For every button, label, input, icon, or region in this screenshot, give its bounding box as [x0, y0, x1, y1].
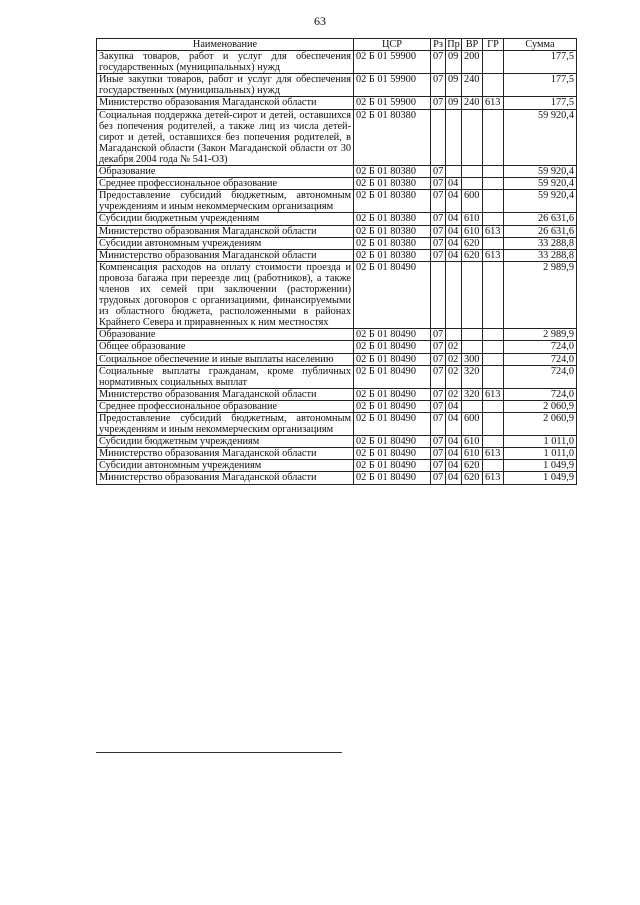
cell-name: Предоставление субсидий бюджетным, автономным учреждениям и иным некоммерческим организациям	[97, 413, 354, 436]
cell-csr: 02 Б 01 80490	[354, 329, 431, 341]
table-row	[97, 237, 577, 249]
cell-vr: 620	[462, 249, 483, 261]
table-row	[97, 472, 577, 484]
cell-pr: 04	[446, 225, 462, 237]
cell-gr: 613	[483, 448, 504, 460]
table-row	[97, 388, 577, 400]
cell-pr: 02	[446, 341, 462, 353]
cell-gr: 613	[483, 97, 504, 109]
cell-pr	[446, 261, 462, 329]
cell-pr: 04	[446, 178, 462, 190]
cell-csr: 02 Б 01 80490	[354, 472, 431, 484]
cell-csr: 02 Б 01 80490	[354, 388, 431, 400]
cell-gr	[483, 460, 504, 472]
budget-table	[96, 38, 577, 485]
table-row	[97, 448, 577, 460]
cell-csr: 02 Б 01 80380	[354, 109, 431, 165]
cell-csr: 02 Б 01 80490	[354, 400, 431, 412]
cell-gr	[483, 261, 504, 329]
header-vr: ВР	[462, 39, 483, 51]
header-gr: ГР	[483, 39, 504, 51]
cell-pr: 04	[446, 237, 462, 249]
cell-csr: 02 Б 01 80380	[354, 166, 431, 178]
cell-rz: 07	[431, 329, 446, 341]
cell-pr: 04	[446, 400, 462, 412]
cell-csr: 02 Б 01 80380	[354, 213, 431, 225]
cell-vr: 300	[462, 353, 483, 365]
cell-sum: 1 049,9	[504, 460, 577, 472]
cell-vr	[462, 400, 483, 412]
cell-csr: 02 Б 01 80490	[354, 353, 431, 365]
cell-vr	[462, 261, 483, 329]
cell-pr: 04	[446, 413, 462, 436]
cell-vr: 600	[462, 190, 483, 213]
cell-rz: 07	[431, 413, 446, 436]
table-row	[97, 365, 577, 388]
cell-sum: 26 631,6	[504, 213, 577, 225]
cell-name: Субсидии бюджетным учреждениям	[97, 436, 354, 448]
cell-vr: 620	[462, 460, 483, 472]
cell-name: Образование	[97, 166, 354, 178]
header-pr: Пр	[447, 39, 460, 50]
cell-pr: 02	[446, 388, 462, 400]
cell-name: Министерство образования Магаданской области	[97, 388, 354, 400]
cell-csr: 02 Б 01 80490	[354, 448, 431, 460]
cell-rz: 07	[431, 249, 446, 261]
cell-gr	[483, 329, 504, 341]
cell-pr	[446, 109, 462, 165]
cell-vr	[462, 329, 483, 341]
cell-name: Закупка товаров, работ и услуг для обеспечения государственных (муниципальных) нужд	[97, 51, 354, 74]
cell-name: Министерство образования Магаданской области	[97, 448, 354, 460]
cell-name: Министерство образования Магаданской области	[97, 472, 354, 484]
cell-gr	[483, 166, 504, 178]
table-row	[97, 400, 577, 412]
cell-csr: 02 Б 01 59900	[354, 51, 431, 74]
cell-rz	[431, 109, 446, 165]
cell-sum: 2 060,9	[504, 413, 577, 436]
cell-vr	[462, 341, 483, 353]
cell-rz: 07	[431, 97, 446, 109]
cell-gr	[483, 400, 504, 412]
cell-vr: 600	[462, 413, 483, 436]
table-row	[97, 97, 577, 109]
cell-pr	[446, 166, 462, 178]
cell-csr: 02 Б 01 80490	[354, 365, 431, 388]
cell-rz: 07	[431, 400, 446, 412]
footer-rule	[96, 752, 342, 753]
cell-gr	[483, 237, 504, 249]
table-row	[97, 74, 577, 97]
cell-gr	[483, 341, 504, 353]
cell-name: Иные закупки товаров, работ и услуг для обеспечения государственных (муниципальных) нужд	[97, 74, 354, 97]
cell-gr	[483, 178, 504, 190]
cell-sum: 26 631,6	[504, 225, 577, 237]
cell-pr: 04	[446, 436, 462, 448]
cell-name: Социальное обеспечение и иные выплаты населению	[97, 353, 354, 365]
cell-csr: 02 Б 01 80380	[354, 237, 431, 249]
cell-rz: 07	[431, 213, 446, 225]
cell-sum: 724,0	[504, 365, 577, 388]
table-row	[97, 249, 577, 261]
table-row	[97, 413, 577, 436]
cell-name: Субсидии автономным учреждениям	[97, 460, 354, 472]
table-row	[97, 261, 577, 329]
cell-vr: 240	[462, 74, 483, 97]
cell-sum: 2 060,9	[504, 400, 577, 412]
table-row	[97, 166, 577, 178]
cell-gr: 613	[483, 388, 504, 400]
cell-sum: 724,0	[504, 353, 577, 365]
table-row	[97, 436, 577, 448]
cell-csr: 02 Б 01 80490	[354, 436, 431, 448]
cell-rz: 07	[431, 51, 446, 74]
cell-pr: 02	[446, 353, 462, 365]
table-row	[97, 51, 577, 74]
cell-gr: 613	[483, 249, 504, 261]
cell-name: Субсидии автономным учреждениям	[97, 237, 354, 249]
header-row	[97, 39, 577, 51]
cell-rz: 07	[431, 472, 446, 484]
cell-pr: 09	[446, 74, 462, 97]
header-name: Наименование	[97, 39, 354, 51]
cell-sum: 1 049,9	[504, 472, 577, 484]
cell-name: Министерство образования Магаданской области	[97, 249, 354, 261]
cell-sum: 59 920,4	[504, 178, 577, 190]
cell-vr: 320	[462, 365, 483, 388]
cell-vr: 200	[462, 51, 483, 74]
cell-csr: 02 Б 01 80380	[354, 249, 431, 261]
cell-rz: 07	[431, 178, 446, 190]
cell-rz: 07	[431, 365, 446, 388]
header-csr: ЦСР	[354, 39, 431, 51]
cell-sum: 1 011,0	[504, 436, 577, 448]
cell-csr: 02 Б 01 80490	[354, 460, 431, 472]
cell-gr	[483, 109, 504, 165]
cell-gr	[483, 213, 504, 225]
cell-sum: 33 288,8	[504, 249, 577, 261]
cell-rz	[431, 261, 446, 329]
cell-gr	[483, 413, 504, 436]
cell-name: Субсидии бюджетным учреждениям	[97, 213, 354, 225]
header-sum: Сумма	[504, 39, 577, 51]
cell-pr: 04	[446, 448, 462, 460]
table-body	[97, 51, 577, 484]
cell-gr: 613	[483, 225, 504, 237]
cell-sum: 724,0	[504, 341, 577, 353]
cell-vr: 320	[462, 388, 483, 400]
cell-name: Общее образование	[97, 341, 354, 353]
cell-sum: 59 920,4	[504, 190, 577, 213]
cell-sum: 2 989,9	[504, 261, 577, 329]
page-number: 63	[314, 14, 326, 28]
cell-rz: 07	[431, 237, 446, 249]
cell-rz: 07	[431, 460, 446, 472]
cell-sum: 177,5	[504, 51, 577, 74]
cell-name: Министерство образования Магаданской области	[97, 225, 354, 237]
cell-rz: 07	[431, 225, 446, 237]
cell-rz: 07	[431, 74, 446, 97]
cell-sum: 59 920,4	[504, 109, 577, 165]
table-row	[97, 213, 577, 225]
cell-name: Среднее профессиональное образование	[97, 178, 354, 190]
cell-vr: 240	[462, 97, 483, 109]
cell-vr: 610	[462, 448, 483, 460]
cell-vr: 610	[462, 436, 483, 448]
cell-pr: 04	[446, 213, 462, 225]
cell-rz: 07	[431, 436, 446, 448]
cell-sum: 1 011,0	[504, 448, 577, 460]
cell-name: Компенсация расходов на оплату стоимости проезда и провоза багажа при переезде лиц (работников), а также членов их семей при заключении (расторжении) трудовых договоров с организациями, финансируемыми из областного бюджета, расположенными в районах Крайнего Севера и приравненных к ним местностях	[97, 261, 354, 329]
cell-pr: 02	[446, 365, 462, 388]
table-row	[97, 341, 577, 353]
table-row	[97, 353, 577, 365]
cell-pr: 04	[446, 472, 462, 484]
cell-name: Среднее профессиональное образование	[97, 400, 354, 412]
cell-sum: 724,0	[504, 388, 577, 400]
cell-rz: 07	[431, 388, 446, 400]
cell-pr	[446, 329, 462, 341]
cell-csr: 02 Б 01 80380	[354, 178, 431, 190]
cell-pr: 09	[446, 97, 462, 109]
cell-csr: 02 Б 01 80490	[354, 413, 431, 436]
cell-csr: 02 Б 01 59900	[354, 97, 431, 109]
cell-rz: 07	[431, 166, 446, 178]
cell-vr: 620	[462, 237, 483, 249]
table-row	[97, 190, 577, 213]
cell-gr	[483, 365, 504, 388]
cell-csr: 02 Б 01 80490	[354, 261, 431, 329]
cell-sum: 33 288,8	[504, 237, 577, 249]
cell-gr	[483, 353, 504, 365]
cell-sum: 177,5	[504, 97, 577, 109]
cell-csr: 02 Б 01 80490	[354, 341, 431, 353]
cell-rz: 07	[431, 190, 446, 213]
cell-csr: 02 Б 01 80380	[354, 190, 431, 213]
cell-vr: 620	[462, 472, 483, 484]
cell-gr	[483, 74, 504, 97]
cell-sum: 2 989,9	[504, 329, 577, 341]
cell-pr: 04	[446, 249, 462, 261]
table-row	[97, 109, 577, 165]
cell-sum: 177,5	[504, 74, 577, 97]
table-row	[97, 329, 577, 341]
cell-sum: 59 920,4	[504, 166, 577, 178]
cell-pr: 04	[446, 460, 462, 472]
cell-rz: 07	[431, 448, 446, 460]
cell-rz: 07	[431, 341, 446, 353]
header-rz: Рз	[431, 39, 446, 51]
cell-vr	[462, 166, 483, 178]
cell-gr	[483, 190, 504, 213]
cell-vr	[462, 109, 483, 165]
cell-csr: 02 Б 01 80380	[354, 225, 431, 237]
cell-name: Социальные выплаты гражданам, кроме публичных нормативных социальных выплат	[97, 365, 354, 388]
cell-pr: 09	[446, 51, 462, 74]
cell-name: Образование	[97, 329, 354, 341]
cell-name: Министерство образования Магаданской области	[97, 97, 354, 109]
cell-pr: 04	[446, 190, 462, 213]
cell-gr: 613	[483, 472, 504, 484]
cell-gr	[483, 436, 504, 448]
table-row	[97, 178, 577, 190]
table-row	[97, 460, 577, 472]
cell-vr: 610	[462, 225, 483, 237]
cell-rz: 07	[431, 353, 446, 365]
table-row	[97, 225, 577, 237]
cell-vr	[462, 178, 483, 190]
cell-vr: 610	[462, 213, 483, 225]
cell-gr	[483, 51, 504, 74]
cell-name: Социальная поддержка детей-сирот и детей, оставшихся без попечения родителей, а также лиц из числа детей-сирот и детей, оставшихся без попечения родителей, в Магаданской области (Закон Магаданской области от 30 декабря 2004 года № 541-ОЗ)	[97, 109, 354, 165]
cell-name: Предоставление субсидий бюджетным, автономным учреждениям и иным некоммерческим организациям	[97, 190, 354, 213]
cell-csr: 02 Б 01 59900	[354, 74, 431, 97]
